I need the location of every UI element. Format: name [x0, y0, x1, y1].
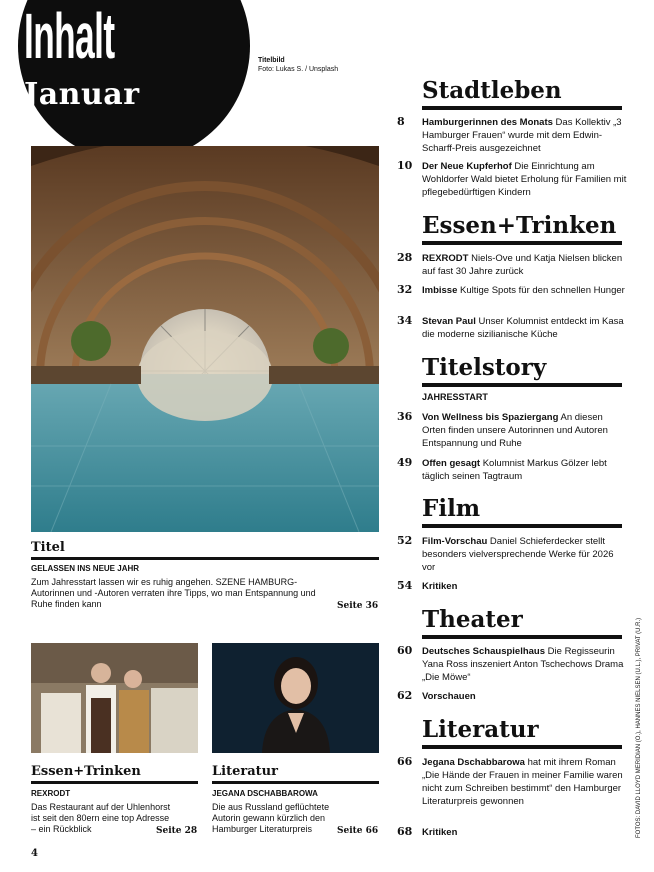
toc-entry[interactable]: 54 Kritiken	[397, 579, 458, 592]
toc-entry[interactable]: 34 Stevan Paul Unser Kolumnist entdeckt im Kasa die moderne sizilianische Küche	[397, 314, 624, 340]
teaser-left-page-ref[interactable]: Seite 28	[156, 826, 198, 836]
section-heading-essen-trinken: Essen+Trinken	[422, 213, 622, 245]
feature-heading: Titel	[31, 540, 379, 560]
photo-credits: FOTOS: DAVID LLOYD MERIDIAN (O.), HANNES NIELSEN (U.L.), PRIVAT (U.R.)	[636, 617, 642, 838]
toc-entry[interactable]: 49 Offen gesagt Kolumnist Markus Gölzer lebt täglich seinen Tagtraum	[397, 456, 607, 482]
teaser-left-subheading: REXRODT	[31, 789, 71, 798]
section-heading-literatur: Literatur	[422, 717, 622, 749]
teaser-right-page-ref[interactable]: Seite 66	[337, 826, 379, 836]
toc-entry[interactable]: 10 Der Neue Kupferhof Die Einrichtung am Wohldorfer Wald bietet Erholung für Familien mit pflegebedürftigen Kindern	[397, 159, 627, 198]
section-heading-theater: Theater	[422, 607, 622, 639]
toc-entry[interactable]: 66 Jegana Dschabbarowa hat mit ihrem Roman „Die Hände der Frauen in meiner Familie waren nicht zum Schreiben bestimmt“ den Hamburger Literaturpreis gewonnen	[397, 755, 623, 807]
toc-entry[interactable]: 36 Von Wellness bis Spaziergang An diesen Orten finden unsere Autorinnen und Autoren Entspannung und Ruhe	[397, 410, 608, 449]
teaser-left-text: Das Restaurant auf der Uhlenhorst ist seit den 80ern eine top Adresse – ein Rückblick	[31, 802, 171, 834]
feature-subheading: GELASSEN INS NEUE JAHR	[31, 564, 140, 573]
feature-text: Zum Jahresstart lassen wir es ruhig angehen. SZENE HAMBURG-Autorinnen und -Autoren verraten ihre Tipps, wo man Entspannung und Ruhe finden kann	[31, 577, 316, 609]
month-title: Januar	[24, 77, 140, 112]
toc-entry[interactable]: 62 Vorschauen	[397, 689, 476, 702]
toc-entry[interactable]: 28 REXRODT Niels-Ove und Katja Nielsen blicken auf fast 30 Jahre zurück	[397, 251, 623, 277]
cover-credit-label: Titelbild	[258, 57, 285, 64]
toc-entry[interactable]: 32 Imbisse Kultige Spots für den schnellen Hunger	[397, 283, 625, 296]
toc-entry[interactable]: 60 Deutsches Schauspielhaus Die Regisseurin Yana Ross inszeniert Anton Tschechows Drama „Die Möwe“	[397, 644, 624, 683]
section-heading-titelstory: Titelstory	[422, 355, 622, 387]
page-title: Inhalt	[24, 0, 115, 72]
section-heading-stadtleben: Stadtleben	[422, 78, 622, 110]
teaser-right-heading: Literatur	[212, 764, 379, 784]
cover-credit-text: Foto: Lukas S. / Unsplash	[258, 66, 339, 73]
teaser-left-heading: Essen+Trinken	[31, 764, 198, 784]
page-number: 4	[31, 848, 38, 859]
feature-page-ref[interactable]: Seite 36	[337, 601, 379, 611]
toc-entry[interactable]: 8 Hamburgerinnen des Monats Das Kollektiv „3 Hamburger Frauen“ wurde mit dem Edwin-Scharff-Preis ausgezeichnet	[397, 115, 622, 154]
photo-restaurant-owners	[31, 643, 198, 753]
photo-author-portrait	[212, 643, 379, 753]
teaser-right-subheading: JEGANA DSCHABBAROWA	[212, 789, 318, 798]
section-heading-film: Film	[422, 496, 622, 528]
toc-entry[interactable]: 68 Kritiken	[397, 825, 458, 838]
toc-entry[interactable]: 52 Film-Vorschau Daniel Schieferdecker stellt besonders vielversprechende Werke für 2026 vor	[397, 534, 614, 573]
teaser-right-text: Die aus Russland geflüchtete Autorin gewann kürzlich den Hamburger Literaturpreis	[212, 802, 330, 834]
titelstory-subheading: JAHRESSTART	[422, 392, 488, 402]
cover-photo-pool	[31, 146, 379, 532]
